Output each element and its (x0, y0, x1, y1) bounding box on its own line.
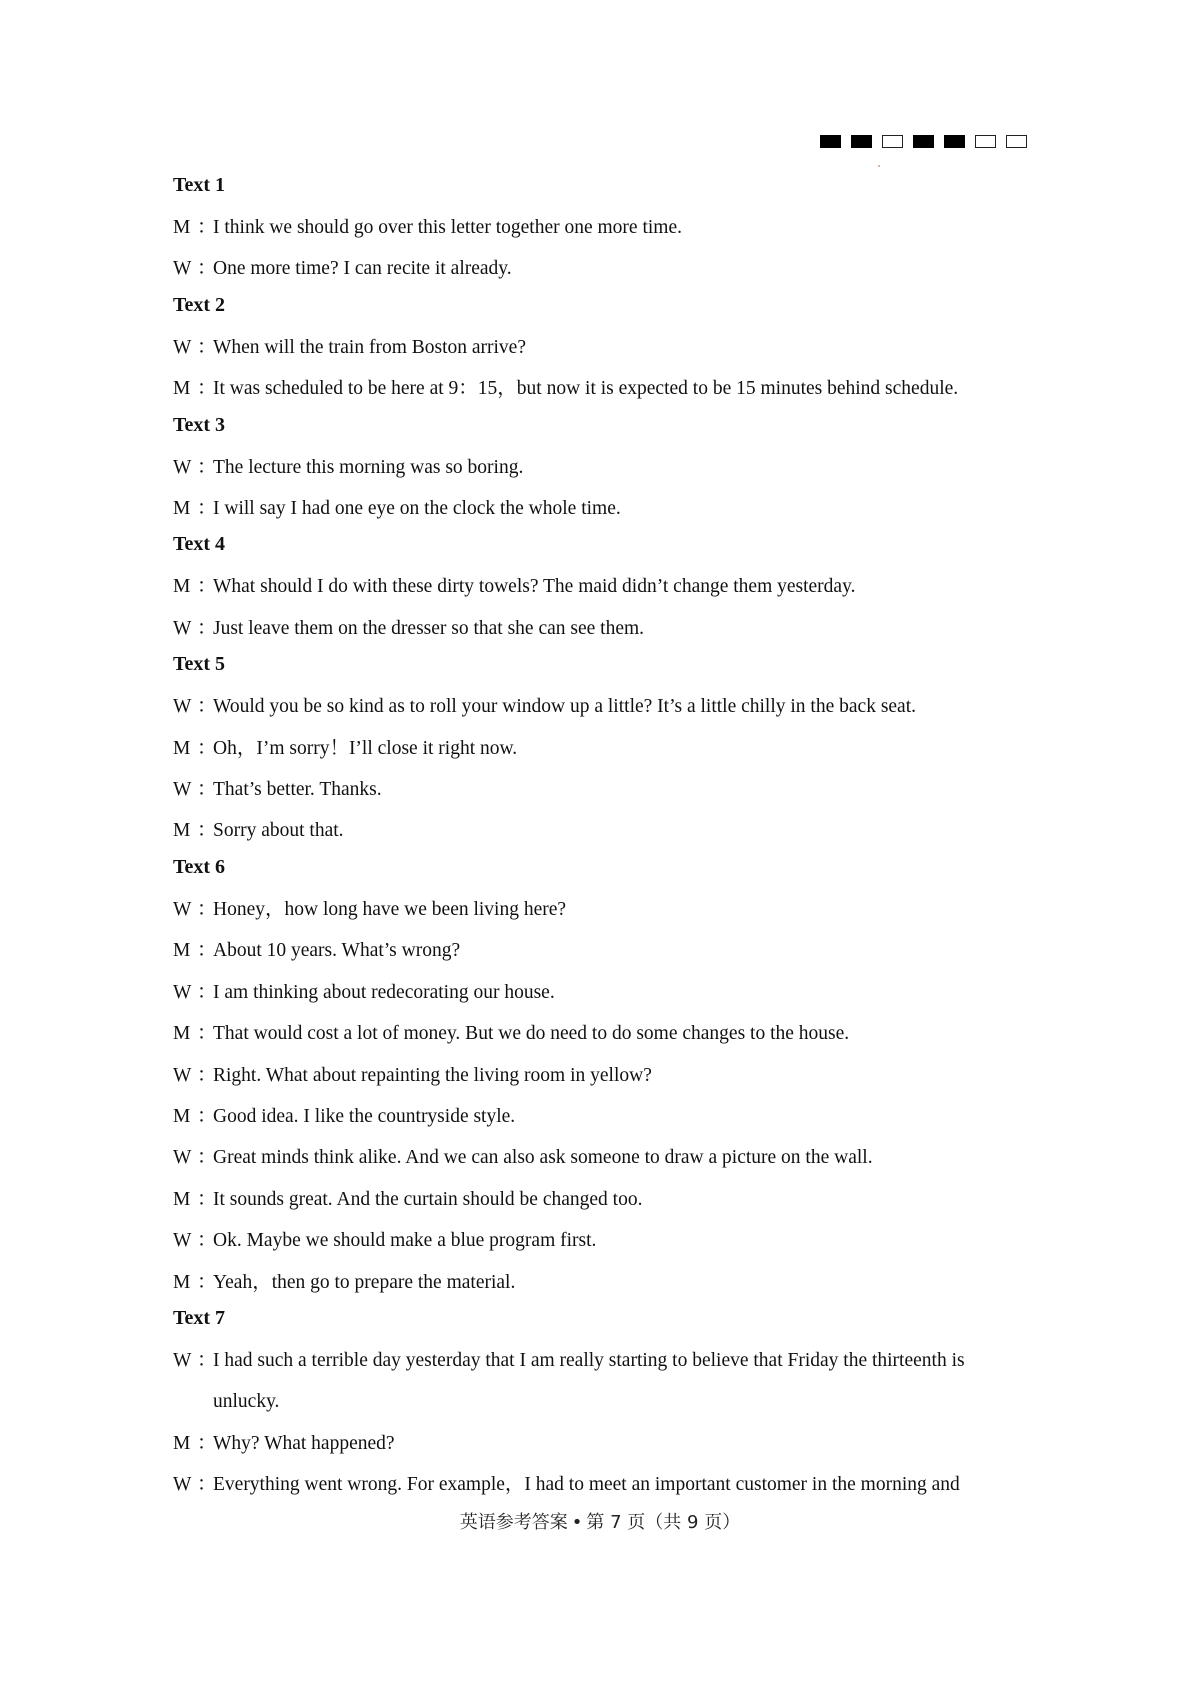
dialogue-line (173, 327, 1033, 368)
filled-marker (820, 135, 841, 148)
speaker-label: M (173, 1023, 191, 1045)
line-text: Would you be so kind as to roll your window up a little? It’s a little chilly in the back seat. (213, 696, 917, 718)
filled-marker (944, 135, 965, 148)
speaker-label: M (173, 1105, 191, 1127)
speaker-label: W (173, 1474, 192, 1496)
section-heading: Text 1 (173, 174, 226, 196)
dialogue-line (173, 1055, 1033, 1096)
line-text: It sounds great. And the curtain should be changed too. (213, 1188, 643, 1210)
empty-marker (882, 135, 903, 148)
dialogue-line (173, 566, 1033, 607)
speaker-label: M (173, 1271, 191, 1293)
dialogue-line (173, 1340, 1033, 1423)
dialogue-line (173, 1464, 1033, 1505)
speaker-label: W (173, 258, 192, 280)
speaker-colon: ： (197, 1188, 217, 1210)
line-text: Honey，how long have we been living here? (213, 898, 567, 920)
speaker-label: W (173, 981, 192, 1003)
line-text: The lecture this morning was so boring. (213, 456, 524, 478)
speaker-colon: ： (197, 1023, 217, 1045)
dialogue-section (173, 410, 1033, 530)
speaker-colon: ： (197, 981, 217, 1003)
dialogue-section (173, 649, 1033, 852)
speaker-label: M (173, 820, 191, 842)
dialogue-line (173, 1423, 1033, 1464)
speaker-colon: ： (197, 737, 217, 759)
speaker-colon: ： (197, 1230, 217, 1252)
speaker-colon: ： (197, 617, 217, 639)
line-text: What should I do with these dirty towels? The maid didn’t change them yesterday. (213, 576, 856, 598)
line-text: I am thinking about redecorating our house. (213, 981, 555, 1003)
speaker-colon: ： (197, 336, 217, 358)
empty-marker (1006, 135, 1027, 148)
dialogue-line (173, 1220, 1033, 1261)
speaker-colon: ： (197, 898, 217, 920)
dialogue-line (173, 1096, 1033, 1137)
dialogue-line (173, 368, 1033, 409)
dialogue-line (173, 972, 1033, 1013)
speaker-label: W (173, 1147, 192, 1169)
line-text: Why? What happened? (213, 1432, 395, 1454)
dialogue-section (173, 170, 1033, 290)
dialogue-section (173, 529, 1033, 649)
dialogue-line (173, 248, 1033, 289)
speaker-colon: ： (197, 1271, 217, 1293)
speaker-colon: ： (197, 1064, 217, 1086)
speaker-colon: ： (197, 696, 217, 718)
line-text: About 10 years. What’s wrong? (213, 940, 461, 962)
line-text: Just leave them on the dresser so that she can see them. (213, 617, 645, 639)
line-text: It was scheduled to be here at 9：15，but now it is expected to be 15 minutes behind schedule. (213, 378, 959, 400)
line-text: Oh，I’m sorry！I’ll close it right now. (213, 737, 518, 759)
section-heading: Text 2 (173, 293, 226, 316)
speaker-label: M (173, 940, 191, 962)
line-text: Sorry about that. (213, 820, 344, 842)
line-text: That would cost a lot of money. But we do need to do some changes to the house. (213, 1023, 850, 1045)
speaker-label: W (173, 696, 192, 718)
section-heading: Text 5 (173, 653, 226, 676)
dialogue-line (173, 810, 1033, 851)
speaker-colon: ： (197, 1349, 217, 1371)
footer-separator: • (571, 1512, 583, 1533)
section-heading: Text 3 (173, 413, 226, 436)
speaker-colon: ： (197, 1147, 217, 1169)
dialogue-line (173, 1179, 1033, 1220)
line-text: Everything went wrong. For example，I had to meet an important customer in the morning and (213, 1474, 960, 1496)
speaker-colon: ： (197, 940, 217, 962)
dialogue-line (173, 1137, 1033, 1178)
speaker-label: M (173, 576, 191, 598)
speaker-label: M (173, 498, 191, 520)
page-footer (0, 1508, 1200, 1534)
speaker-label: W (173, 898, 192, 920)
footer-doc-title: 英语参考答案 (459, 1512, 568, 1533)
line-text: That’s better. Thanks. (213, 779, 382, 801)
speaker-label: M (173, 737, 191, 759)
line-text: Ok. Maybe we should make a blue program first. (213, 1230, 597, 1252)
line-text: I will say I had one eye on the clock the whole time. (213, 498, 621, 520)
speaker-label: W (173, 1349, 192, 1371)
line-text: Yeah，then go to prepare the material. (213, 1271, 516, 1293)
section-heading: Text 4 (173, 533, 226, 556)
speaker-label: M (173, 378, 191, 400)
line-text: I think we should go over this letter together one more time. (213, 217, 682, 238)
footer-page-label: 第 7 页（共 9 页） (586, 1512, 741, 1533)
dialogue-line (173, 889, 1033, 930)
speaker-label: W (173, 779, 192, 801)
speaker-colon: ： (197, 258, 217, 280)
transcript-content (173, 170, 1033, 1506)
filled-marker (913, 135, 934, 148)
speaker-label: W (173, 617, 192, 639)
dialogue-line (173, 728, 1033, 769)
dialogue-line (173, 769, 1033, 810)
line-text: One more time? I can recite it already. (213, 258, 512, 280)
dialogue-line (173, 1262, 1033, 1303)
speaker-label: M (173, 217, 191, 238)
speaker-label: M (173, 1188, 191, 1210)
speaker-colon: ： (197, 378, 217, 400)
empty-marker (975, 135, 996, 148)
dialogue-line (173, 686, 1033, 727)
speaker-colon: ： (197, 456, 217, 478)
speaker-colon: ： (197, 1432, 217, 1454)
line-text: Good idea. I like the countryside style. (213, 1105, 516, 1127)
filled-marker (851, 135, 872, 148)
speaker-label: M (173, 1432, 191, 1454)
scan-dot (878, 165, 880, 167)
speaker-label: W (173, 456, 192, 478)
speaker-colon: ： (197, 1474, 217, 1496)
line-text: Great minds think alike. And we can also ask someone to draw a picture on the wall. (213, 1147, 873, 1169)
line-text: I had such a terrible day yesterday that I am really starting to believe that Friday the thirteenth is unlucky. (213, 1349, 965, 1413)
speaker-colon: ： (197, 576, 217, 598)
line-text: When will the train from Boston arrive? (213, 336, 526, 358)
speaker-label: W (173, 1064, 192, 1086)
dialogue-section (173, 1303, 1033, 1506)
section-heading: Text 6 (173, 855, 226, 878)
dialogue-line (173, 1013, 1033, 1054)
dialogue-line (173, 447, 1033, 488)
speaker-colon: ： (197, 779, 217, 801)
dialogue-section (173, 290, 1033, 410)
line-text: Right. What about repainting the living room in yellow? (213, 1064, 652, 1086)
speaker-colon: ： (197, 1105, 217, 1127)
dialogue-line (173, 488, 1033, 529)
speaker-label: W (173, 1230, 192, 1252)
dialogue-section (173, 852, 1033, 1303)
dialogue-line (173, 608, 1033, 649)
dialogue-line (173, 930, 1033, 971)
speaker-colon: ： (197, 820, 217, 842)
dialogue-line (173, 207, 1033, 248)
section-heading: Text 7 (173, 1306, 226, 1329)
speaker-colon: ： (197, 217, 217, 238)
speaker-label: W (173, 336, 192, 358)
speaker-colon: ： (197, 498, 217, 520)
registration-markers (820, 135, 1027, 148)
